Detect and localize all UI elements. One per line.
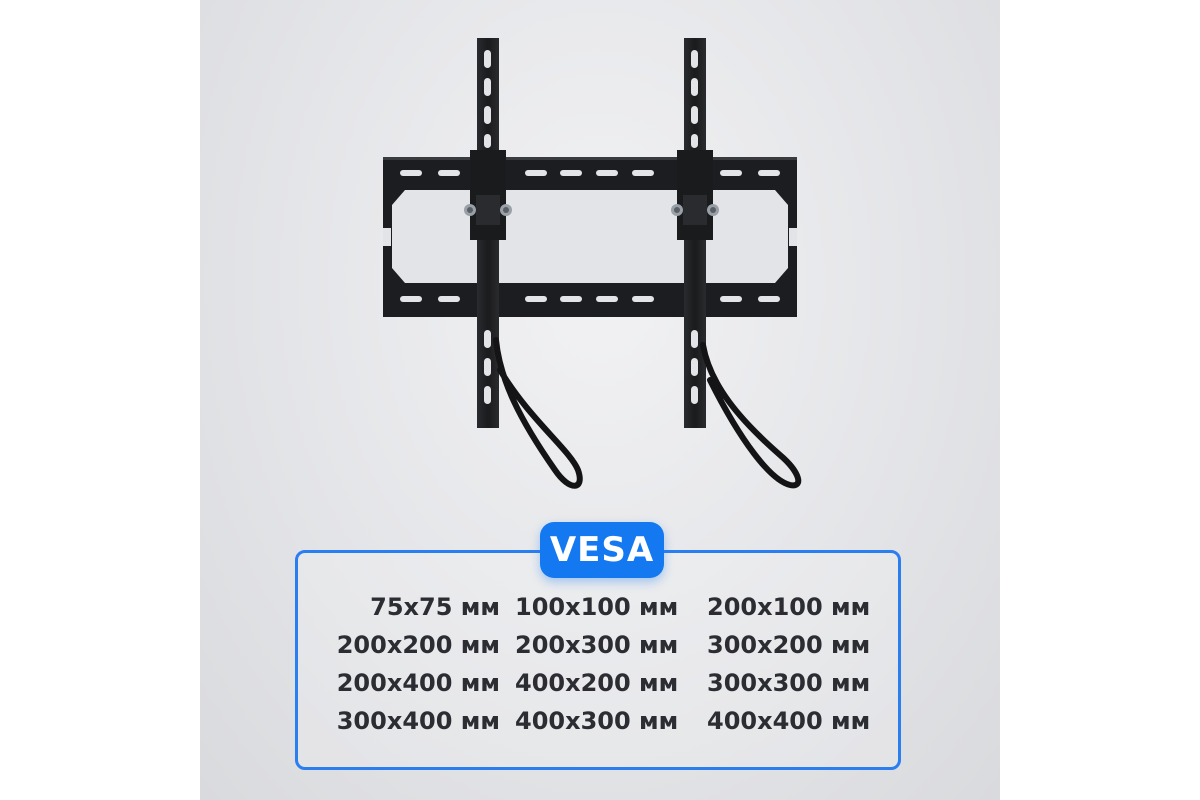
wall-plate (383, 157, 797, 317)
vesa-size: 400x400 мм (707, 707, 871, 735)
vesa-badge: VESA (540, 522, 664, 578)
vesa-size: 300x300 мм (707, 669, 871, 697)
product-image-canvas (200, 0, 1000, 800)
vesa-size: 400x200 мм (515, 669, 679, 697)
vesa-size: 200x400 мм (336, 669, 500, 697)
vesa-sizes-grid (310, 588, 885, 740)
vesa-size: 200x200 мм (336, 631, 500, 659)
vesa-size: 300x200 мм (707, 631, 871, 659)
vesa-size: 200x300 мм (515, 631, 679, 659)
vesa-size: 200x100 мм (707, 593, 871, 621)
vesa-size: 400x300 мм (515, 707, 679, 735)
vesa-size: 300x400 мм (336, 707, 500, 735)
release-straps (496, 340, 798, 486)
vesa-size: 100x100 мм (515, 593, 679, 621)
vesa-size: 75x75 мм (370, 593, 500, 621)
